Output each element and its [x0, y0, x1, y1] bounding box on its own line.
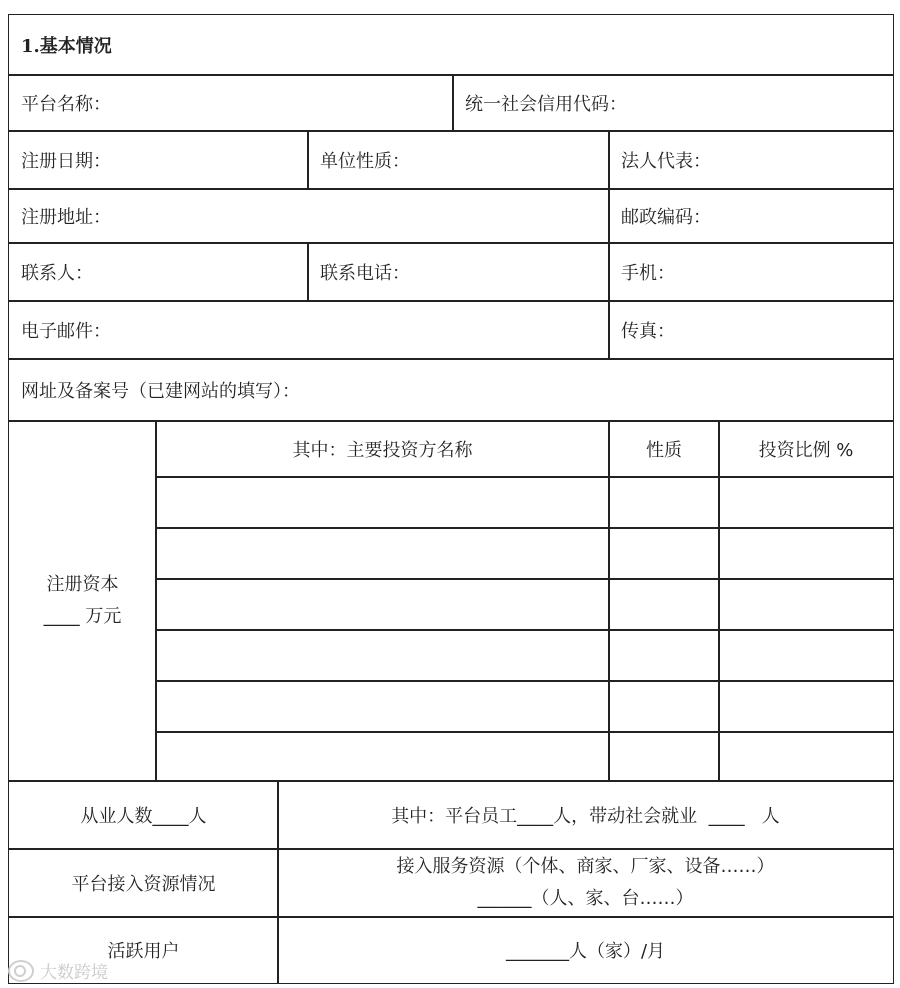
watermark	[8, 958, 108, 983]
investor-row-2-nature[interactable]	[608, 527, 720, 580]
nature-header: 性质	[608, 420, 720, 478]
investor-row-1-nature[interactable]	[608, 476, 720, 529]
register-address-field[interactable]: 注册地址：	[8, 188, 610, 244]
legal-rep-field[interactable]: 法人代表：	[608, 130, 894, 190]
employee-count-field[interactable]: 从业人数____人	[8, 780, 279, 850]
capital-label-line2: ____ 万元	[43, 606, 122, 627]
postal-code-field[interactable]: 邮政编码：	[608, 188, 894, 244]
fax-field[interactable]: 传真：	[608, 300, 894, 360]
basic-info-form	[8, 14, 894, 984]
unit-nature-field[interactable]: 单位性质：	[307, 130, 610, 190]
investor-row-2-ratio[interactable]	[718, 527, 894, 580]
contact-phone-field[interactable]: 联系电话：	[307, 242, 610, 302]
capital-label-line1: 注册资本	[46, 574, 119, 595]
resources-detail-line1: 接入服务资源（个体、商家、厂家、设备……）	[396, 856, 775, 877]
active-users-label: 活跃用户	[8, 916, 279, 984]
investor-row-6-nature[interactable]	[608, 731, 720, 782]
watermark-text: 大数跨境	[40, 963, 108, 983]
investor-row-3-ratio[interactable]	[718, 578, 894, 631]
investor-row-6-name[interactable]	[155, 731, 610, 782]
mobile-field[interactable]: 手机：	[608, 242, 894, 302]
investor-row-3-nature[interactable]	[608, 578, 720, 631]
investor-row-1-name[interactable]	[155, 476, 610, 529]
watermark-logo-icon	[8, 960, 34, 982]
resources-label: 平台接入资源情况	[8, 848, 279, 918]
investor-name-header: 其中：主要投资方名称	[155, 420, 610, 478]
investor-row-5-nature[interactable]	[608, 680, 720, 733]
employment-detail-field[interactable]: 其中：平台员工____人，带动社会就业 ____ 人	[277, 780, 894, 850]
registered-capital-label	[8, 420, 157, 782]
website-field[interactable]: 网址及备案号（已建网站的填写）：	[8, 358, 894, 422]
section-title: 1.基本情况	[8, 14, 894, 76]
resources-detail-field[interactable]	[277, 848, 894, 918]
investor-row-6-ratio[interactable]	[718, 731, 894, 782]
register-date-field[interactable]: 注册日期：	[8, 130, 309, 190]
investor-row-4-nature[interactable]	[608, 629, 720, 682]
investor-row-3-name[interactable]	[155, 578, 610, 631]
investor-row-5-name[interactable]	[155, 680, 610, 733]
credit-code-field[interactable]: 统一社会信用代码：	[452, 74, 894, 132]
investor-row-4-name[interactable]	[155, 629, 610, 682]
resources-detail-line2: ______（人、家、台……）	[477, 888, 694, 909]
platform-name-field[interactable]: 平台名称：	[8, 74, 454, 132]
active-users-field[interactable]: _______人（家）/月	[277, 916, 894, 984]
ratio-header: 投资比例 %	[718, 420, 894, 478]
investor-row-2-name[interactable]	[155, 527, 610, 580]
contact-person-field[interactable]: 联系人：	[8, 242, 309, 302]
email-field[interactable]: 电子邮件：	[8, 300, 610, 360]
investor-row-4-ratio[interactable]	[718, 629, 894, 682]
investor-row-5-ratio[interactable]	[718, 680, 894, 733]
investor-row-1-ratio[interactable]	[718, 476, 894, 529]
